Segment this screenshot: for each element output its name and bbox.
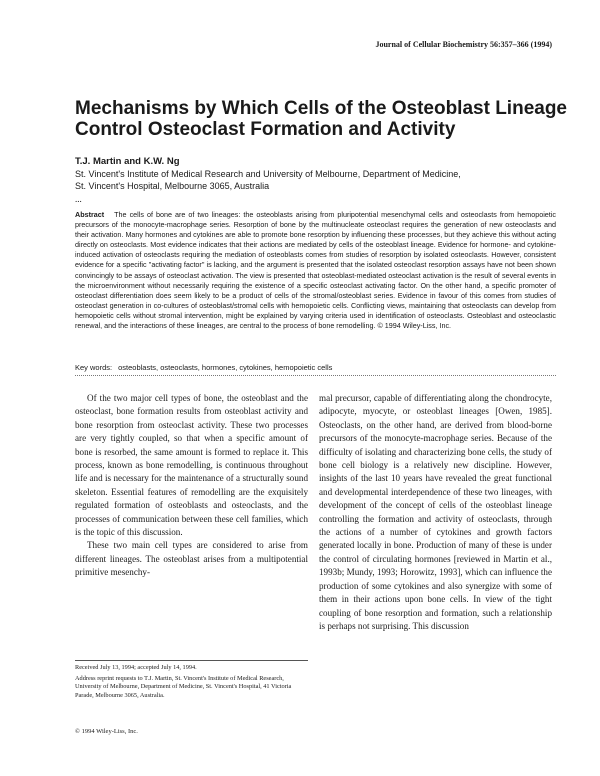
keywords-label: Key words:	[75, 363, 113, 372]
affiliation-line-2: St. Vincent's Hospital, Melbourne 3065, Australia	[75, 181, 270, 191]
section-divider	[75, 375, 556, 376]
body-column-left	[75, 392, 308, 580]
footnotes	[75, 664, 308, 702]
abstract-label: Abstract	[75, 210, 105, 219]
body-paragraph: mal precursor, capable of differentiating along the chondrocyte, adipocyte, myocyte, or osteoblast lineages [Owen, 1985]. Osteoclasts, on the other hand, are derived from blood-borne precursors of the monocyte-macrophage series. Because of the difficulty of isolating and characterizing bone cells, the study of bone cell biology is a relatively new discipline. However, insights of the last 10 years have revealed the great functional and developmental interdependence of these two lineages, with development of the concept of cells of the osteoblast lineage controlling the formation and activity of osteoclasts, through the actions of a number of cytokines and growth factors generated locally in bone. Production of many of these is under the control of circulating hormones [reviewed in Martin et al., 1993b; Mundy, 1993; Horowitz, 1993], which can influence the production of some cytokines and also synergize with some of them in their actions upon bone cells. In view of the tight coupling of bone resorption and formation, such a relationship is perhaps not surprising. This discussion	[319, 393, 552, 631]
author-list: T.J. Martin and K.W. Ng	[75, 156, 180, 167]
received-note: Received July 13, 1994; accepted July 14, 1994.	[75, 664, 197, 671]
body-paragraph: Of the two major cell types of bone, the osteoblast and the osteoclast, bone formation results from osteoblast activity and bone resorption from osteoclast activity. These two processes are very tightly coupled, so that when a specific amount of bone is resorbed, the same amount is formed to replace it. This process, known as bone remodelling, is continuous throughout life and is necessary for the maintenance of a structurally sound skeleton. Essential features of remodelling are the exquisitely regulated formation of osteoblasts and osteoclasts, and the processes of communication between these cell families, which is the topic of this discussion.	[75, 393, 308, 538]
body-column-right	[319, 392, 552, 633]
keywords	[75, 363, 555, 373]
affiliation-line-1: St. Vincent's Institute of Medical Research and University of Melbourne, Department of Medicine,	[75, 169, 461, 179]
article-title: Mechanisms by Which Cells of the Osteoblast Lineage Control Osteoclast Formation and Activity	[75, 98, 567, 140]
body-paragraph: These two main cell types are considered to arise from different lineages. The osteoblast arises from a multipotential primitive mesenchy-	[75, 540, 308, 578]
affiliation	[75, 168, 575, 192]
separator-ellipsis: ...	[75, 194, 82, 204]
footnote-divider	[75, 660, 308, 661]
abstract	[75, 210, 556, 331]
abstract-text: The cells of bone are of two lineages: the osteoblasts arising from pluripotential mesenchymal cells and osteoclasts from hemopoietic precursors of the monocyte-macrophage series. Resorption of bone by the multinucleate osteoclast requires the generation of new osteoclasts and their activation. Many hormones and cytokines are able to promote bone resorption by influencing these processes, but they achieve this without acting directly on osteoclasts. Most evidence indicates that their actions are mediated by cells of the osteoblast lineage. Evidence for hormone- and cytokine-induced activation of osteoclasts requiring the mediation of osteoblasts comes from studies of resorption by isolated osteoclasts. However, consistent evidence for a specific "activating factor" is lacking, and the argument is presented that the isolated osteoclast resorption assays have not been shown convincingly to be assays of osteoclast activation. The view is presented that osteoblast-mediated osteoclast activation is the result of several events in the microenvironment without necessarily requiring the existence of a specific osteoclast activating factor. On the other hand, a specific promoter of osteoclast differentiation does seem likely to be a product of cells of the stromal/osteoblast series. Evidence in favour of this comes from studies of osteoclast generation in co-cultures of osteoblast/stromal cells with hemopoietic cells. Conflicting views, maintaining that osteoclasts can develop from hemopoietic cells without stromal intervention, might be explained by varying criteria used in identification of osteoclasts. Osteoblast and osteoclastic renewal, and the interactions of these lineages, are central to the process of bone remodelling. © 1994 Wiley-Liss, Inc.	[75, 210, 556, 331]
copyright-notice: © 1994 Wiley-Liss, Inc.	[75, 728, 138, 735]
reprint-address: Address reprint requests to T.J. Martin, St. Vincent's Institute of Medical Research, University of Melbourne, Department of Medicine, St. Vincent's Hospital, 41 Victoria Parade, Melbourne 3065, Australia.	[75, 674, 292, 699]
journal-citation: Journal of Cellular Biochemistry 56:357–366 (1994)	[375, 40, 552, 49]
keywords-text: osteoblasts, osteoclasts, hormones, cytokines, hemopoietic cells	[118, 363, 333, 372]
